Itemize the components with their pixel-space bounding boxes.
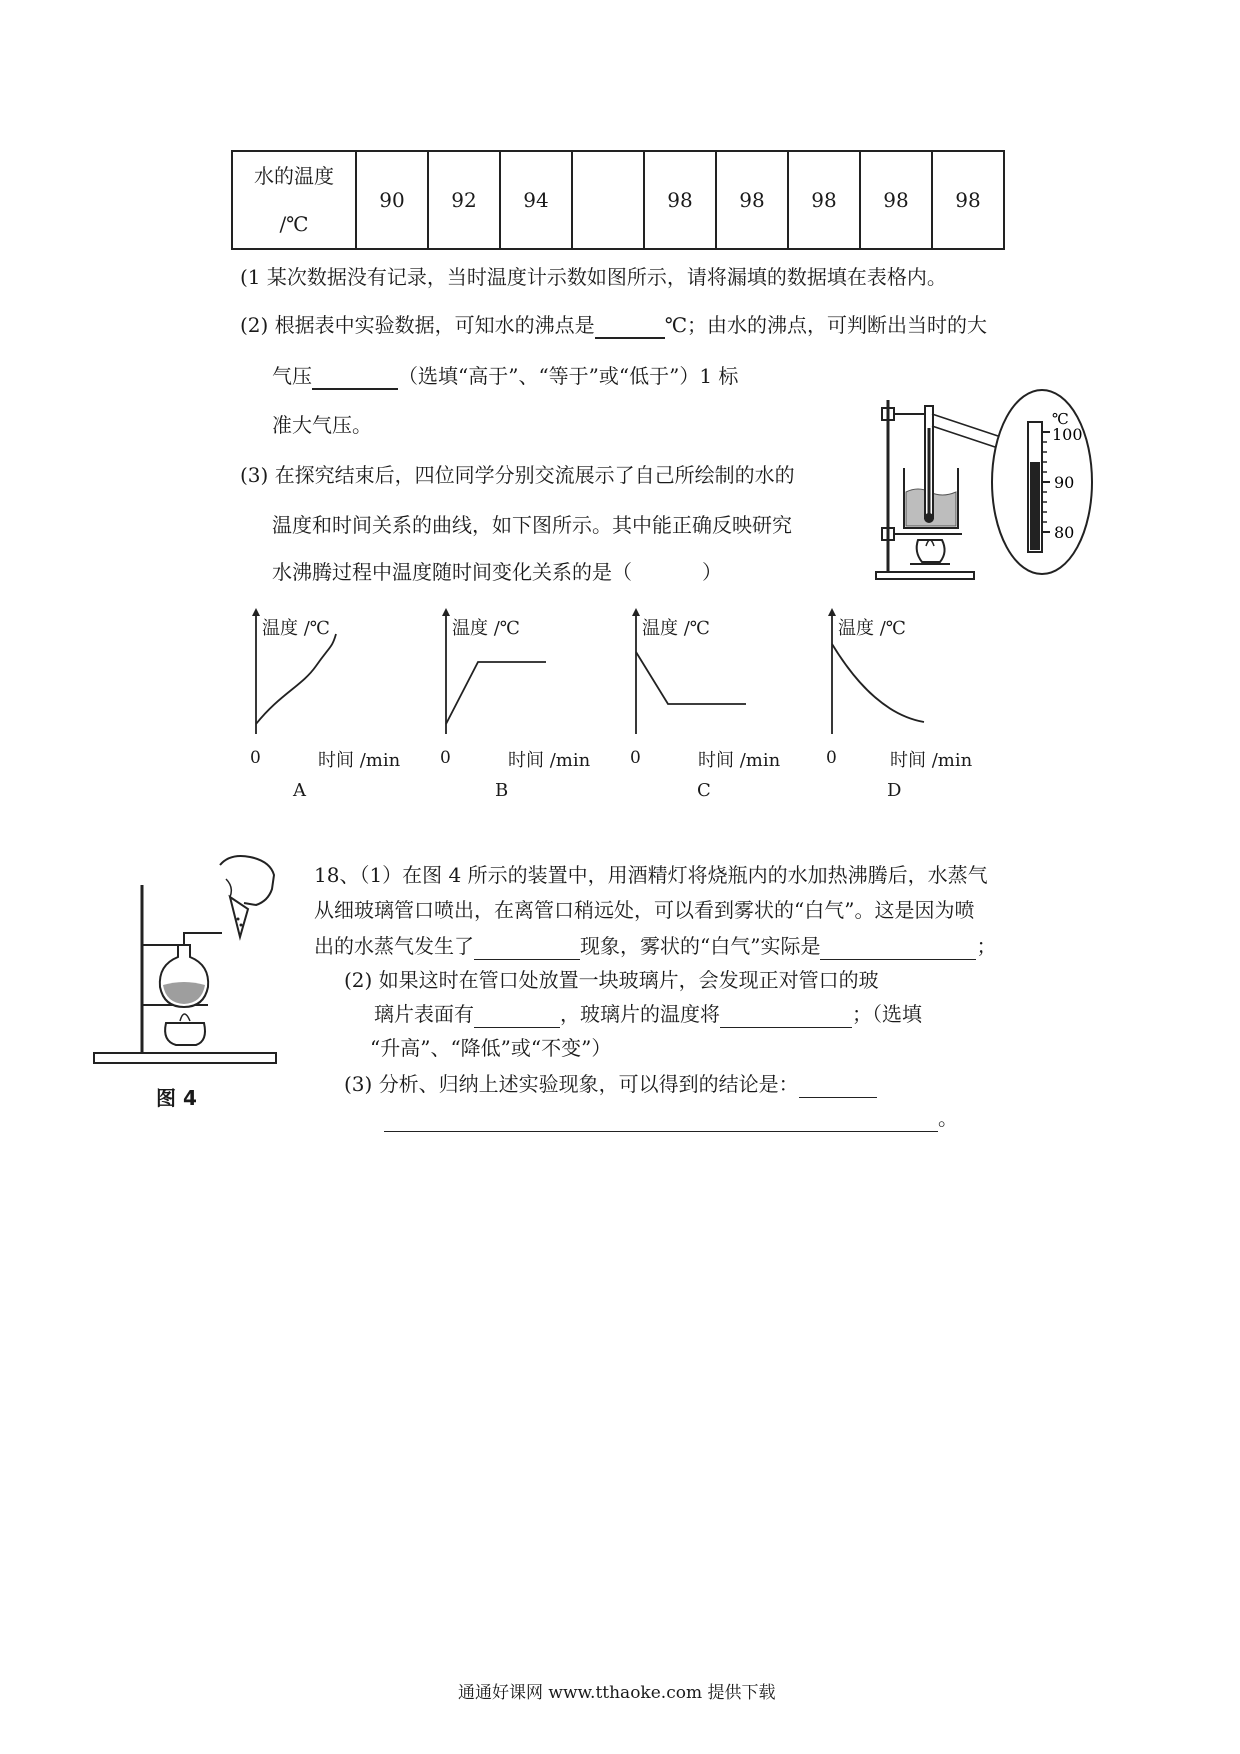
graph-b-origin: 0 bbox=[440, 748, 451, 768]
alcohol-lamp bbox=[165, 1023, 205, 1045]
q18-line3-b: 现象，雾状的“白气”实际是 bbox=[580, 934, 821, 958]
pressure-blank[interactable] bbox=[312, 366, 398, 390]
phenomenon-blank[interactable] bbox=[474, 937, 580, 960]
graph-a-x-label: 时间 /min bbox=[318, 750, 401, 771]
graph-d-x-label: 时间 /min bbox=[890, 750, 973, 771]
q17-part2-line2 bbox=[272, 362, 738, 390]
alcohol-lamp bbox=[917, 540, 945, 562]
graph-b-y-label: 温度 /℃ bbox=[452, 618, 520, 639]
q17-part1: (1 某次数据没有记录，当时温度计示数如图所示，请将漏填的数据填在表格内。 bbox=[240, 265, 947, 289]
graph-c-y-label: 温度 /℃ bbox=[642, 618, 710, 639]
table-header-cell bbox=[232, 151, 356, 249]
q18-part2-c: ，玻璃片的温度将 bbox=[560, 1002, 720, 1026]
table-cell: 98 bbox=[860, 151, 932, 249]
option-d-label[interactable]: D bbox=[887, 780, 902, 801]
graph-a-origin: 0 bbox=[250, 748, 261, 768]
option-a-label[interactable]: A bbox=[293, 780, 306, 801]
q17-part2-line3: 准大气压。 bbox=[272, 413, 372, 437]
table-header-line1: 水的温度 bbox=[254, 164, 334, 188]
option-b-label[interactable]: B bbox=[495, 780, 509, 801]
table-cell: 90 bbox=[356, 151, 428, 249]
q17-part2-text-b: ℃；由水的沸点，可判断出当时的大 bbox=[664, 313, 988, 337]
q17-part2-text-c: 气压 bbox=[272, 364, 312, 388]
thermometer-unit: ℃ bbox=[1052, 410, 1069, 428]
tick-label-90: 90 bbox=[1054, 473, 1075, 492]
curve-b bbox=[446, 662, 546, 724]
table-cell-missing[interactable] bbox=[572, 151, 644, 249]
glass-tube bbox=[184, 933, 222, 945]
bulb bbox=[924, 513, 934, 523]
curve-d bbox=[832, 644, 924, 722]
q18-part3-end: 。 bbox=[938, 1106, 958, 1130]
temperature-table bbox=[231, 150, 1005, 250]
q18-part2-b: 璃片表面有 bbox=[374, 1002, 474, 1026]
q18-part2-d: ；（选填 bbox=[852, 1002, 922, 1026]
table-cell: 98 bbox=[788, 151, 860, 249]
q17-part2-text-d: （选填“高于”、“等于”或“低于”）1 标 bbox=[398, 364, 739, 388]
graph-a-y-label: 温度 /℃ bbox=[262, 618, 330, 639]
q17-part2-line1 bbox=[240, 311, 987, 339]
q18-line2: 从细玻璃管口喷出，在离管口稍远处，可以看到雾状的“白气”。这是因为喷 bbox=[314, 898, 975, 922]
graph-b-x-label: 时间 /min bbox=[508, 750, 591, 771]
curve-a bbox=[256, 634, 336, 724]
stand-base bbox=[94, 1053, 276, 1063]
graph-c-origin: 0 bbox=[630, 748, 641, 768]
tick-label-100: 100 bbox=[1052, 425, 1083, 444]
q18-line1: 18、（1）在图 4 所示的装置中，用酒精灯将烧瓶内的水加热沸腾后，水蒸气 bbox=[314, 863, 988, 887]
q18-part3-line2 bbox=[384, 1104, 958, 1132]
white-gas-blank[interactable] bbox=[820, 937, 976, 960]
mercury-column bbox=[1030, 462, 1040, 550]
q17-part2-text-a: (2) 根据表中实验数据，可知水的沸点是 bbox=[240, 313, 595, 337]
q18-part3-a: (3) 分析、归纳上述实验现象，可以得到的结论是： bbox=[344, 1072, 799, 1096]
q17-part3-text-d: ） bbox=[702, 560, 722, 584]
table-row bbox=[232, 151, 1004, 249]
conclusion-blank-start[interactable] bbox=[799, 1075, 877, 1098]
stand-base bbox=[876, 572, 974, 579]
graph-d-y-label: 温度 /℃ bbox=[838, 618, 906, 639]
q17-part3-line3 bbox=[272, 558, 722, 586]
q18-line3-c: ； bbox=[976, 934, 997, 958]
table-header-line2: /℃ bbox=[279, 212, 309, 236]
table-cell: 98 bbox=[932, 151, 1004, 249]
q17-part3-line2: 温度和时间关系的曲线，如下图所示。其中能正确反映研究 bbox=[272, 513, 792, 537]
q18-line3-a: 出的水蒸气发生了 bbox=[314, 934, 474, 958]
q18-part2-line1: (2) 如果这时在管口处放置一块玻璃片，会发现正对管口的玻 bbox=[344, 968, 879, 992]
glass-temperature-blank[interactable] bbox=[720, 1005, 852, 1028]
graph-c-x-label: 时间 /min bbox=[698, 750, 781, 771]
finger bbox=[226, 879, 231, 897]
tick-label-80: 80 bbox=[1054, 523, 1075, 542]
page-footer: 通通好课网 www.tthaoke.com 提供下载 bbox=[458, 1683, 776, 1703]
q17-part3-text-c: 水沸腾过程中温度随时间变化关系的是（ bbox=[272, 560, 632, 584]
q18-part3-line1 bbox=[344, 1070, 877, 1098]
droplet bbox=[240, 924, 243, 927]
table-cell: 94 bbox=[500, 151, 572, 249]
boiling-point-blank[interactable] bbox=[595, 315, 665, 339]
q17-part3-line1: (3) 在探究结束后，四位同学分别交流展示了自己所绘制的水的 bbox=[240, 463, 795, 487]
thermometer-figure bbox=[870, 388, 1100, 588]
graph-d-origin: 0 bbox=[826, 748, 837, 768]
table-cell: 92 bbox=[428, 151, 500, 249]
table-cell: 98 bbox=[716, 151, 788, 249]
flame bbox=[180, 1014, 190, 1021]
option-c-label[interactable]: C bbox=[697, 780, 711, 801]
q18-line3 bbox=[314, 932, 996, 960]
figure-4 bbox=[80, 845, 310, 1075]
glass-surface-blank[interactable] bbox=[474, 1005, 560, 1028]
conclusion-blank[interactable] bbox=[384, 1109, 938, 1132]
droplet bbox=[237, 918, 240, 921]
curve-c bbox=[636, 652, 746, 704]
q18-part2-line3: “升高”、“降低”或“不变”） bbox=[370, 1036, 612, 1060]
q18-part2-line2 bbox=[374, 1000, 922, 1028]
figure-4-label: 图 4 bbox=[156, 1086, 197, 1110]
table-cell: 98 bbox=[644, 151, 716, 249]
